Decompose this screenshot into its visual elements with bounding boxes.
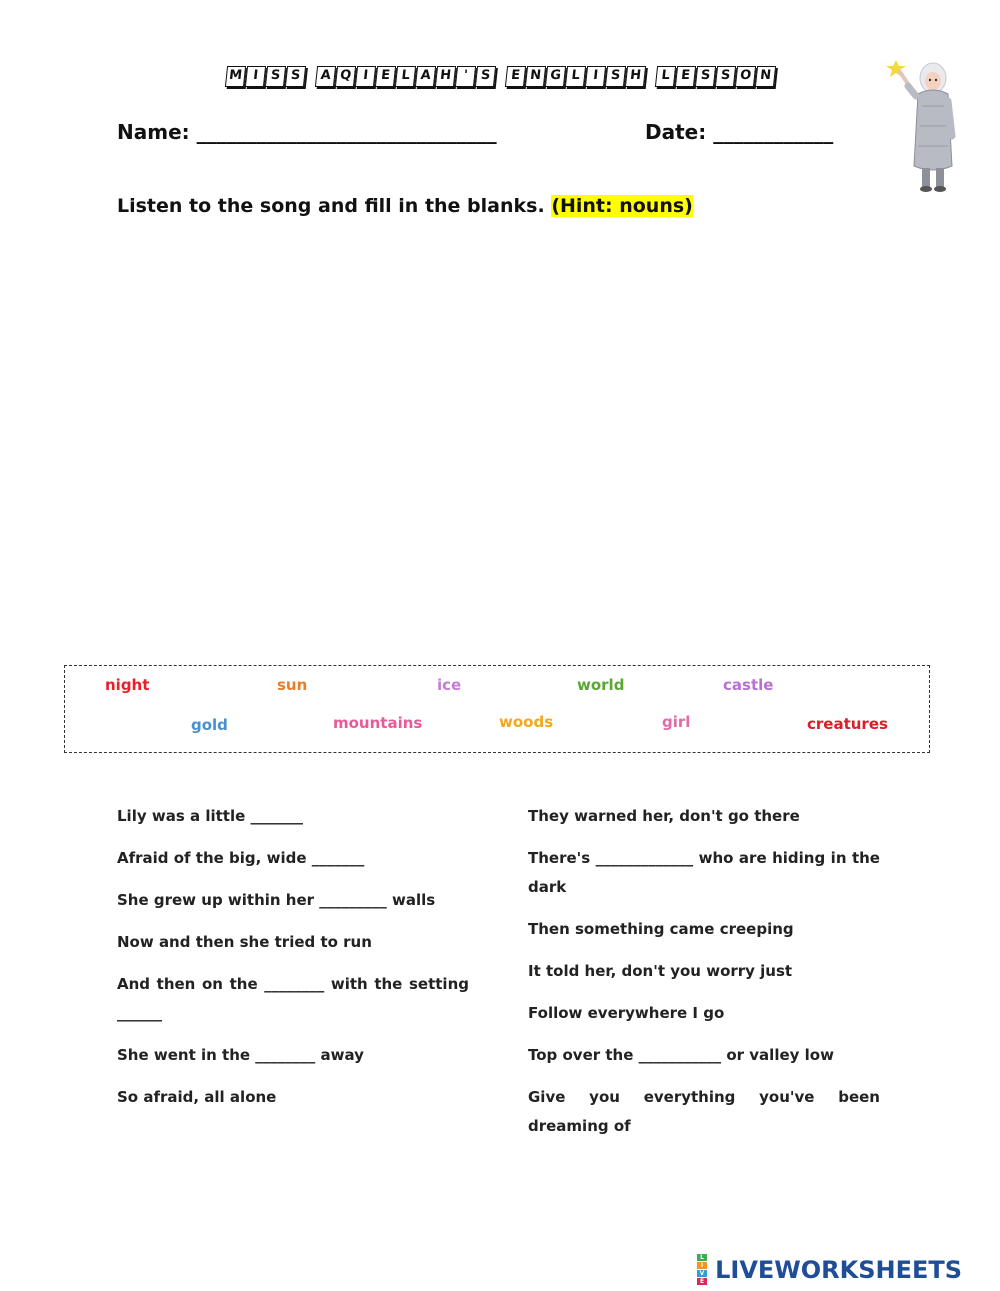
logo-letter-block: E <box>697 1278 707 1285</box>
logo-text: LIVEWORKSHEETS <box>715 1256 963 1284</box>
lyric-line: Then something came creeping <box>528 920 794 938</box>
date-field[interactable]: ____________ <box>713 120 834 144</box>
liveworksheets-logo <box>697 1253 962 1287</box>
word-bank-item: gold <box>191 716 228 734</box>
lyric-line: So afraid, all alone <box>117 1088 277 1106</box>
lyric-line[interactable]: Afraid of the big, wide _______ <box>117 849 365 867</box>
instructions-text: Listen to the song and fill in the blanks. <box>117 195 545 217</box>
lyric-line: They warned her, don't go there <box>528 807 800 825</box>
date-label: Date: <box>645 120 707 144</box>
lyric-line[interactable]: She grew up within her _________ walls <box>117 891 436 909</box>
lyric-line[interactable]: There's _____________ who are hiding in the dark <box>528 849 880 896</box>
word-bank-item: night <box>105 676 150 694</box>
logo-letter-block: I <box>697 1262 707 1269</box>
name-label: Name: <box>117 120 190 144</box>
lyrics-right-column <box>528 802 880 1154</box>
word-bank-item: woods <box>499 713 554 731</box>
word-bank-item: sun <box>277 676 308 694</box>
name-row <box>117 120 497 144</box>
lyric-line: It told her, don't you worry just <box>528 962 793 980</box>
lyric-line[interactable]: She went in the ________ away <box>117 1046 364 1064</box>
word-bank <box>64 665 930 753</box>
teacher-illustration <box>886 56 966 196</box>
word-bank-item: mountains <box>333 714 423 732</box>
name-field[interactable]: ______________________________ <box>196 120 497 144</box>
word-bank-item: castle <box>723 676 774 694</box>
instructions <box>117 195 693 217</box>
logo-letter-block: L <box>697 1254 707 1261</box>
logo-blocks-icon <box>697 1253 707 1287</box>
lyric-line[interactable]: Top over the ___________ or valley low <box>528 1046 834 1064</box>
word-bank-item: creatures <box>807 715 888 733</box>
lyric-line: Now and then she tried to run <box>117 933 372 951</box>
word-bank-item: girl <box>662 713 691 731</box>
word-bank-item: world <box>577 676 625 694</box>
hint-highlight: (Hint: nouns) <box>551 195 693 217</box>
page-title: M I S S A Q I E L A H ' S E N G L I S H L E S S O N <box>0 66 1000 87</box>
word-bank-item: ice <box>437 676 462 694</box>
lyric-line: Follow everywhere I go <box>528 1004 725 1022</box>
logo-letter-block: V <box>697 1270 707 1277</box>
lyric-line[interactable]: And then on the ________ with the setting ______ <box>117 975 469 1022</box>
lyric-line[interactable]: Lily was a little _______ <box>117 807 303 825</box>
lyric-line: Give you everything you've been dreaming of <box>528 1088 880 1135</box>
lyrics-left-column <box>117 802 469 1125</box>
date-row <box>645 120 833 144</box>
